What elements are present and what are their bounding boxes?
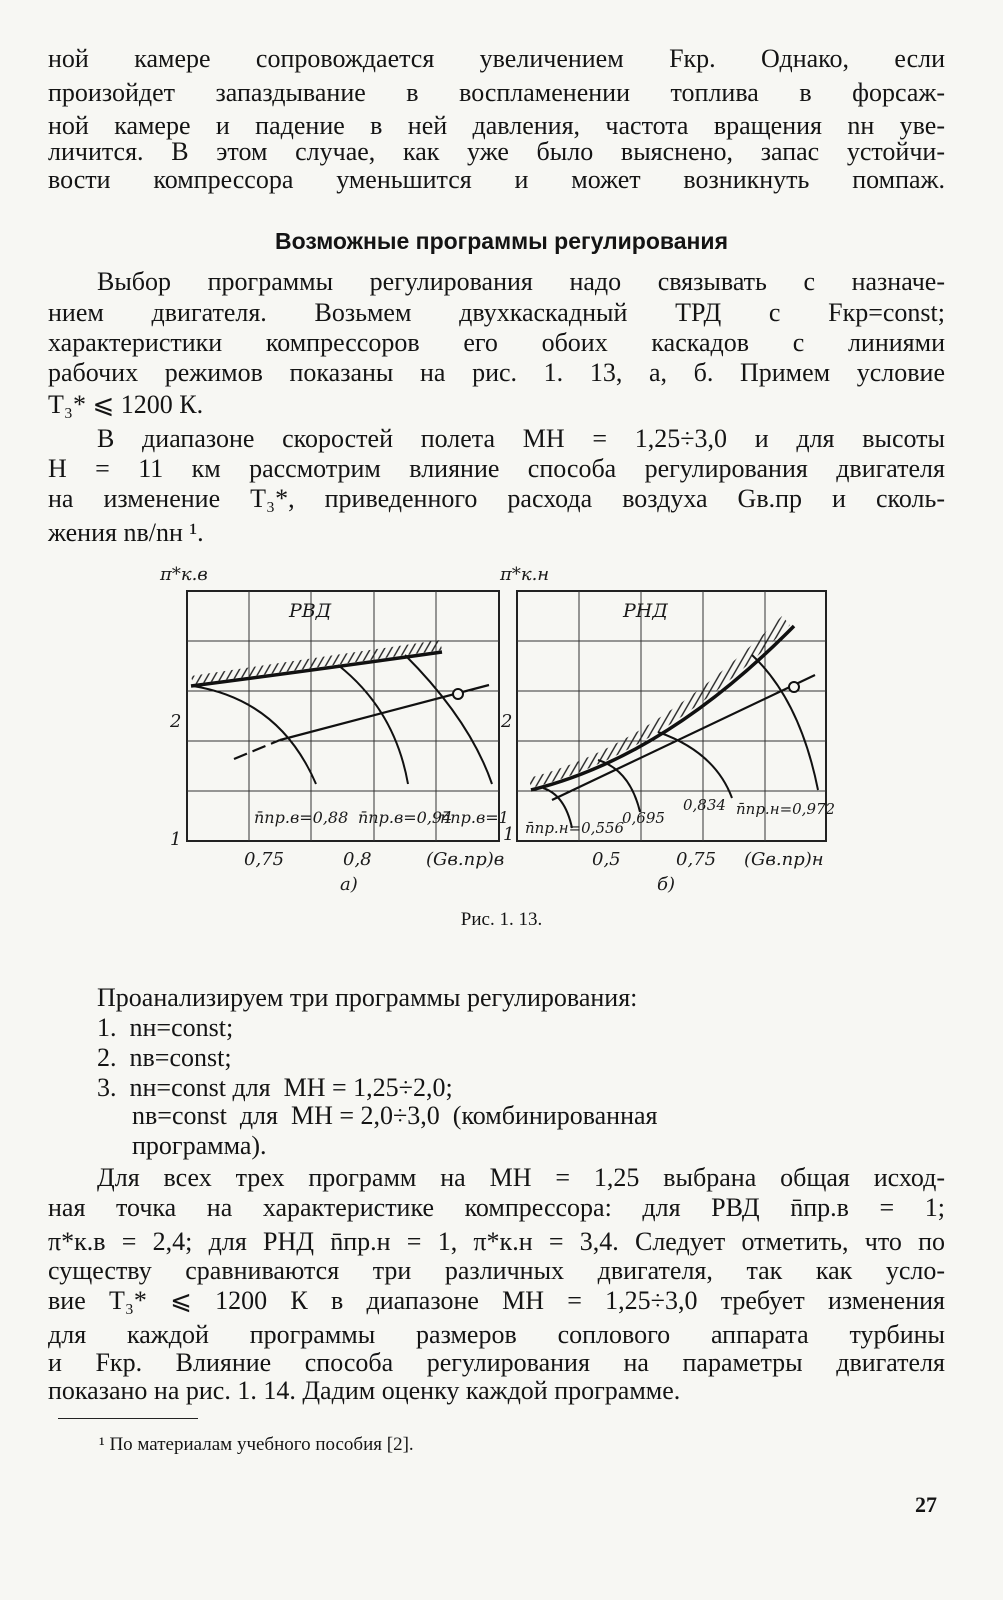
list-item: программа). (132, 1131, 267, 1160)
panel-b-speed-line-0972 (752, 655, 818, 790)
panel-a-y-tick: 2 (170, 711, 182, 732)
text-line: личится. В этом случае, как уже было выяснено, запас устойчи- (48, 137, 945, 166)
panel-a (159, 564, 509, 895)
panel-b-surge-hatch (529, 616, 790, 788)
panel-b-line-label: 0,834 (683, 796, 726, 814)
text-line: произойдет запаздывание в воспламенении топлива в форсаж- (48, 78, 945, 107)
panel-a-surge-hatch (191, 640, 442, 684)
text-line: жения nв/nн ¹. (48, 518, 204, 547)
panel-a-speed-line-094 (338, 665, 408, 784)
panel-a-title: РВД (289, 600, 332, 622)
list-item: 2. nв=const; (97, 1043, 232, 1072)
panel-b-line-label: n̄пр.н=0,556 (525, 819, 625, 837)
text-line: существу сравниваются три различных двигателя, так как усло- (48, 1256, 945, 1285)
text-line: вости компрессора уменьшится и может возникнуть помпаж. (48, 165, 945, 194)
panel-b-x-tick: 0,75 (676, 849, 717, 870)
section-heading: Возможные программы регулирования (274, 228, 728, 254)
text-line: рабочих режимов показаны на рис. 1. 13, а, б. Примем условие (48, 358, 945, 387)
panel-b-title: РНД (623, 600, 668, 622)
text-line: ная точка на характеристике компрессора: для РВД n̄пр.в = 1; (48, 1193, 945, 1222)
list-item: 3. nн=const для MH = 1,25÷2,0; (97, 1073, 453, 1102)
text-line: показано на рис. 1. 14. Дадим оценку каждой программе. (48, 1376, 681, 1405)
text-line: вие T₃* ⩽ 1200 К в диапазоне MH = 1,25÷3,0 требует изменения (48, 1286, 945, 1315)
text-line: для каждой программы размеров соплового аппарата турбины (48, 1320, 945, 1349)
text-line: ной камере и падение в ней давления, частота вращения nн уве- (48, 111, 945, 140)
panel-a-line-label: n̄пр.в=1 (440, 808, 509, 827)
panel-a-sublabel: а) (340, 874, 358, 895)
panel-b-line-label: n̄пр.н=0,972 (736, 800, 836, 818)
list-item: nв=const для MH = 2,0÷3,0 (комбинированная (132, 1101, 658, 1130)
text-line: H = 11 км рассмотрим влияние способа регулирования двигателя (48, 454, 945, 483)
panel-a-y-tick: 1 (170, 829, 182, 850)
text-line: π*к.в = 2,4; для РНД n̄пр.н = 1, π*к.н = 3,4. Следует отметить, что по (48, 1227, 945, 1256)
text-line: нием двигателя. Возьмем двухкаскадный ТРД с Fкр=const; (48, 298, 945, 327)
panel-a-x-tick: 0,75 (244, 849, 285, 870)
text-line: Для всех трех программ на MH = 1,25 выбрана общая исход- (97, 1163, 945, 1192)
panel-a-y-label: π*к.в (160, 564, 208, 585)
panel-a-speed-line-100 (405, 655, 492, 784)
panel-b-operating-point (789, 682, 799, 692)
panel-b-y-label: π*к.н (500, 564, 550, 585)
panel-a-frame (187, 591, 499, 841)
footnote: ¹ По материалам учебного пособия [2]. (99, 1434, 414, 1455)
panel-a-line-label: n̄пр.в=0,94 (358, 808, 453, 827)
text-line: Выбор программы регулирования надо связывать с назначе- (97, 267, 945, 296)
panel-b-x-tick: 0,5 (592, 849, 621, 870)
text-line: и Fкр. Влияние способа регулирования на параметры двигателя (48, 1348, 945, 1377)
panel-a-line-label: n̄пр.в=0,88 (254, 808, 349, 827)
panel-a-surge-line (191, 652, 442, 686)
text-line: Проанализируем три программы регулирования: (97, 983, 638, 1012)
panel-a-operating-line-dashed (234, 740, 280, 759)
panel-a-x-label: (Gв.пр)в (426, 849, 505, 870)
panel-a-x-tick: 0,8 (343, 849, 372, 870)
panel-b (499, 564, 835, 895)
text-line: ной камере сопровождается увеличением Fкр. Однако, если (48, 44, 945, 73)
text-line: характеристики компрессоров его обоих каскадов с линиями (48, 328, 945, 357)
panel-b-y-tick: 1 (503, 824, 515, 845)
list-item: 1. nн=const; (97, 1013, 234, 1042)
panel-b-speed-line-0834 (658, 732, 732, 798)
panel-a-grid (187, 591, 499, 841)
footnote-rule (58, 1418, 198, 1419)
panel-b-x-label: (Gв.пр)н (744, 849, 824, 870)
text-line: T₃* ⩽ 1200 К. (48, 390, 204, 419)
page-number: 27 (915, 1492, 937, 1517)
figure-caption: Рис. 1. 13. (460, 909, 543, 930)
text-line: В диапазоне скоростей полета MH = 1,25÷3,0 и для высоты (97, 424, 945, 453)
text-line: на изменение T₃*, приведенного расхода воздуха Gв.пр и сколь- (48, 484, 945, 513)
panel-b-operating-line (552, 675, 815, 800)
panel-b-sublabel: б) (657, 874, 676, 895)
panel-b-y-tick: 2 (501, 711, 513, 732)
panel-b-line-label: 0,695 (622, 809, 665, 827)
panel-a-operating-point (453, 689, 463, 699)
